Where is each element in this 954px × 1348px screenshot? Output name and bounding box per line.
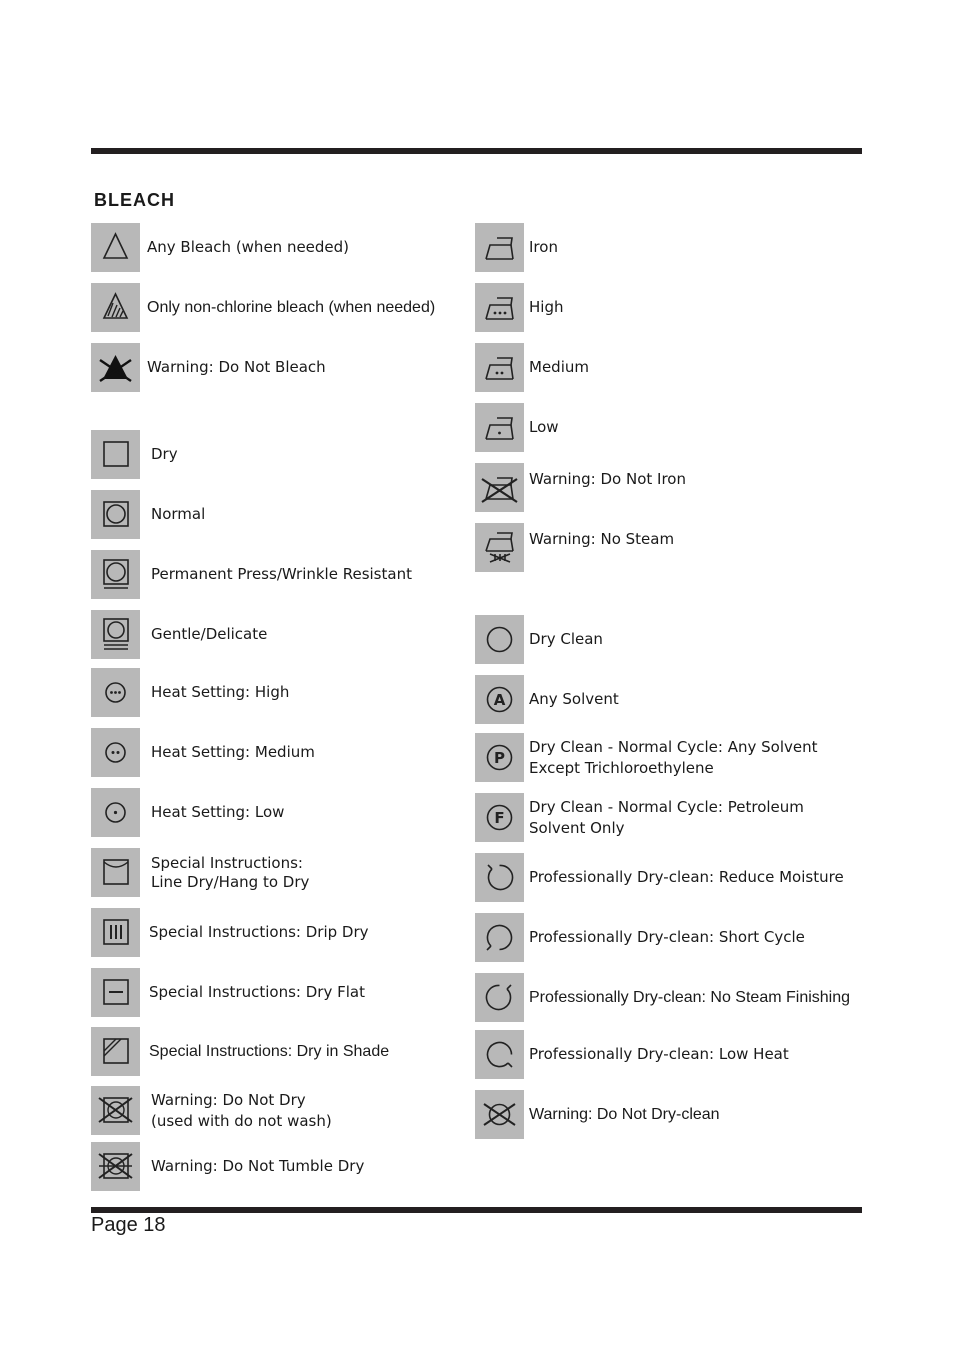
care-label: Gentle/Delicate [151, 625, 268, 643]
do-not-bleach-icon [91, 343, 140, 392]
care-label: Permanent Press/Wrinkle Resistant [151, 565, 412, 583]
care-label: Professionally Dry-clean: Low Heat [529, 1045, 789, 1063]
care-label: Normal [151, 505, 206, 523]
dry-clean-icon [475, 615, 524, 664]
tumble-dry-normal-icon [91, 490, 140, 539]
care-item-dry-flat [91, 968, 461, 1018]
care-item-do-not-iron [475, 463, 862, 513]
iron-icon [475, 223, 524, 272]
care-item-no-steam-finishing [475, 973, 862, 1023]
iron-low-icon [475, 403, 524, 452]
tumble-dry-gentle-icon [91, 610, 140, 659]
care-item-do-not-dry [91, 1086, 461, 1136]
care-item-drip-dry [91, 908, 461, 958]
care-item-heat-medium [91, 728, 461, 778]
dry-clean-f-icon [475, 793, 524, 842]
bleach-any-icon [91, 223, 140, 272]
care-label: Any Solvent [529, 690, 619, 708]
care-label: Professionally Dry-clean: No Steam Finishing [529, 989, 851, 1006]
care-label: Heat Setting: High [151, 683, 290, 701]
do-not-tumble-dry-icon [91, 1142, 140, 1191]
care-label: Special Instructions: Dry in Shade [149, 1043, 390, 1060]
iron-high-icon [475, 283, 524, 332]
care-item-non-chlorine-bleach [91, 283, 461, 333]
no-steam-icon [475, 523, 524, 572]
care-item-dry-clean-f [475, 793, 862, 843]
care-label: Medium [529, 358, 589, 376]
care-item-iron-low [475, 403, 862, 453]
care-label: Dry [151, 445, 178, 463]
section-heading-bleach: BLEACH [94, 190, 175, 210]
care-item-heat-low [91, 788, 461, 838]
dry-clean-reduce-moisture-icon [475, 853, 524, 902]
care-label-line-2: Line Dry/Hang to Dry [151, 872, 310, 891]
care-label-line-2: (used with do not wash) [151, 1111, 332, 1130]
dry-clean-p-icon [475, 733, 524, 782]
do-not-iron-icon [475, 463, 524, 512]
page-number: Page 18 [91, 1214, 166, 1236]
care-item-do-not-dry-clean [475, 1090, 862, 1140]
care-item-short-cycle [475, 913, 862, 963]
do-not-dry-icon [91, 1086, 140, 1135]
dry-in-shade-icon [91, 1027, 140, 1076]
care-label: Iron [529, 238, 558, 256]
care-label: Low [529, 418, 559, 436]
heat-high-icon [91, 668, 140, 717]
care-item-iron-high [475, 283, 862, 333]
care-label: Warning: No Steam [529, 529, 675, 548]
care-label: Warning: Do Not Dry-clean [529, 1106, 720, 1123]
care-label: Warning: Do Not Tumble Dry [151, 1157, 365, 1175]
dry-clean-low-heat-icon [475, 1030, 524, 1079]
heat-low-icon [91, 788, 140, 837]
care-label: Heat Setting: Medium [151, 743, 315, 761]
svg-text:P: P [494, 749, 505, 767]
care-label: Warning: Do Not Iron [529, 469, 686, 488]
care-label: Special Instructions: [151, 853, 303, 872]
svg-text:F: F [494, 809, 505, 827]
drip-dry-icon [91, 908, 140, 957]
line-dry-icon [91, 848, 140, 897]
care-label: Heat Setting: Low [151, 803, 285, 821]
tumble-dry-permanent-press-icon [91, 550, 140, 599]
care-label: Any Bleach (when needed) [147, 238, 350, 256]
care-item-dry [91, 430, 461, 480]
care-item-any-bleach [91, 223, 461, 273]
care-item-tumble-permanent-press [91, 550, 461, 600]
dry-square-icon [91, 430, 140, 479]
care-label: Special Instructions: Drip Dry [149, 923, 369, 941]
top-rule [91, 148, 862, 154]
care-label: Professionally Dry-clean: Short Cycle [529, 928, 805, 946]
dry-clean-short-cycle-icon [475, 913, 524, 962]
care-label: Dry Clean - Normal Cycle: Petroleum [529, 797, 804, 816]
care-item-iron-medium [475, 343, 862, 393]
care-label-line-2: Solvent Only [529, 818, 625, 837]
care-item-no-steam [475, 523, 862, 573]
dry-flat-icon [91, 968, 140, 1017]
care-label: Dry Clean [529, 630, 603, 648]
care-item-tumble-gentle [91, 610, 461, 660]
dry-clean-any-solvent-icon [475, 675, 524, 724]
care-label-line-2: Except Trichloroethylene [529, 758, 714, 777]
bleach-non-chlorine-icon [91, 283, 140, 332]
care-item-do-not-tumble-dry [91, 1142, 461, 1192]
care-item-heat-high [91, 668, 461, 718]
care-item-low-heat [475, 1030, 862, 1080]
care-label: Warning: Do Not Bleach [147, 358, 326, 376]
svg-text:A: A [493, 691, 506, 709]
care-label: Warning: Do Not Dry [151, 1090, 306, 1109]
iron-medium-icon [475, 343, 524, 392]
care-item-dry-in-shade [91, 1027, 461, 1077]
care-item-reduce-moisture [475, 853, 862, 903]
care-label: Professionally Dry-clean: Reduce Moisture [529, 868, 844, 886]
care-label: Only non-chlorine bleach (when needed) [147, 299, 436, 316]
care-label: High [529, 298, 564, 316]
care-item-line-dry [91, 848, 461, 898]
heat-medium-icon [91, 728, 140, 777]
do-not-dry-clean-icon [475, 1090, 524, 1139]
care-item-dry-clean [475, 615, 862, 665]
care-item-iron [475, 223, 862, 273]
care-item-dry-clean-p [475, 733, 862, 783]
bottom-rule [91, 1207, 862, 1213]
care-item-any-solvent [475, 675, 862, 725]
care-item-do-not-bleach [91, 343, 461, 393]
care-label: Dry Clean - Normal Cycle: Any Solvent [529, 737, 818, 756]
dry-clean-no-steam-icon [475, 973, 524, 1022]
care-label: Special Instructions: Dry Flat [149, 983, 365, 1001]
care-item-tumble-normal [91, 490, 461, 540]
